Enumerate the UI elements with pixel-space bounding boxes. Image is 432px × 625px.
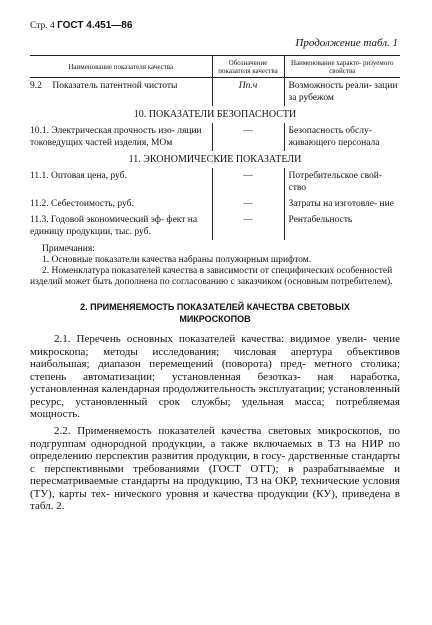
section-heading-row — [30, 106, 400, 123]
row-name: Оптовая цена, руб. — [51, 171, 127, 181]
row-symbol: — — [243, 215, 253, 225]
column-header-indicator: Наименование показателя качества — [30, 56, 212, 78]
table-row — [30, 168, 400, 196]
row-property: Безопасность обслу- живающего персонала — [288, 126, 380, 148]
row-symbol: — — [243, 171, 253, 181]
table-row — [30, 78, 400, 107]
row-number: 9.2 — [30, 81, 42, 91]
row-name: Себестоимость, руб. — [51, 199, 134, 209]
row-name: Показатель патентной чистоты — [52, 81, 178, 91]
section-2-heading — [30, 301, 400, 325]
table-row — [30, 212, 400, 240]
row-number: 11.3. — [30, 215, 49, 225]
note-item: 1. Основные показатели качества набраны полужирным шрифтом. — [42, 255, 312, 265]
row-property: Рентабельность — [288, 215, 353, 225]
row-name: Годовой экономический эф- фект на единицу продукции, тыс. руб. — [30, 215, 198, 237]
section-2-title-line1: 2. ПРИМЕНЯЕМОСТЬ ПОКАЗАТЕЛЕЙ КАЧЕСТВА СВЕТОВЫХ — [80, 302, 350, 312]
notes-title: Примечания: — [42, 244, 95, 254]
table-notes — [30, 244, 400, 288]
paragraph-2-2: 2.2. Применяемость показателей качества световых микроскопов, по подгруппам однородной продукции, а также включаемых в ТЗ на НИР по определению перспектив развития продукции, в госу- дарственные стандарты с перспективными требованиями (ГОСТ ОТТ); в разрабатываемые и пересматриваемые стандарты на продукцию, ТЗ на ОКР, технические условия (ТУ), карты тех- нического уровня и качества продукции (КУ), приведена в табл. 2. — [30, 425, 400, 512]
row-property: Затраты на изготовле- ние — [288, 199, 394, 209]
row-property: Потребительское свой- ство — [288, 171, 383, 193]
section-heading-row — [30, 151, 400, 168]
section-10-title: 10. ПОКАЗАТЕЛИ БЕЗОПАСНОСТИ — [133, 109, 297, 120]
row-symbol: — — [243, 126, 253, 136]
row-symbol: Пп.ч — [238, 81, 258, 91]
row-property: Возможность реали- зации за рубежом — [288, 81, 398, 103]
table-row — [30, 196, 400, 212]
quality-indicators-table — [30, 55, 400, 240]
note-item: 2. Номенклатура показателей качества в зависимости от специфических особенностей изделий может быть дополнена по согласованию с заказчиком (основным потребителем). — [30, 266, 393, 287]
paragraph-2-1: 2.1. Перечень основных показателей качества: видимое увели- чение микроскопа; методы исследования; числовая апертура объективов наибольшая; диапазон перемещений (поворота) пред- метного столика; степень автоматизации; установленная безотказ- ная наработка, установленная календарная продолжительность эксплуатации; установленный ресурс, установленный срок службы; удельная масса; потребляемая мощность. — [30, 333, 400, 420]
table-continuation-label: Продолжение табл. 1 — [295, 37, 398, 49]
table-row — [30, 123, 400, 151]
column-header-property: Наименование характе- ризуемого свойства — [284, 56, 400, 78]
section-11-title: 11. ЭКОНОМИЧЕСКИЕ ПОКАЗАТЕЛИ — [128, 154, 302, 165]
row-number: 11.2. — [30, 199, 49, 209]
page-number: Стр. 4 — [30, 21, 55, 31]
row-name: Электрическая прочность изо- ляции токоведущих частей изделия, МОм — [30, 126, 202, 148]
row-number: 11.1. — [30, 171, 49, 181]
standard-code: ГОСТ 4.451—86 — [57, 20, 133, 31]
row-number: 10.1. — [30, 126, 49, 136]
page-header — [30, 20, 132, 31]
section-2-title-line2: МИКРОСКОПОВ — [179, 314, 251, 324]
row-symbol: — — [243, 199, 253, 209]
column-header-symbol: Обозначение показателя качества — [212, 56, 284, 78]
